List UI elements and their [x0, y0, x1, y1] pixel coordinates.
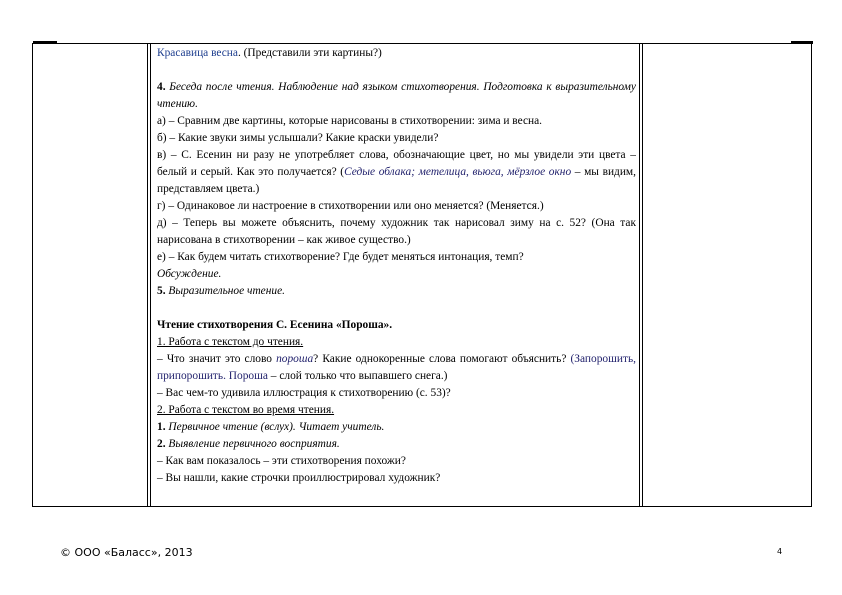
column-divider [147, 44, 148, 506]
question-lines: – Вы нашли, какие строчки проиллюстрировал художник? [157, 472, 441, 484]
top-tick-right [791, 41, 813, 44]
work-during-reading: 2. Работа с текстом во время чтения. [157, 404, 335, 416]
step-text: Выявление первичного восприятия. [168, 438, 340, 450]
text: ? Какие однокоренные слова помогают объяснить? [313, 353, 571, 365]
question-d: д) – Теперь вы можете объяснить, почему художник так нарисовал зиму на с. 52? (Она так нарисована в стихотворении – как живое существо.) [157, 217, 636, 246]
step-1 [157, 419, 636, 436]
step-number: 2. [157, 438, 166, 450]
step-2 [157, 436, 636, 453]
question-a: а) – Сравним две картины, которые нарисованы в стихотворении: зима и весна. [157, 115, 543, 127]
lesson-content-cell [157, 45, 636, 487]
discussion-note: Обсуждение. [157, 268, 222, 280]
text: – Что значит это слово [157, 353, 277, 365]
footer-copyright: © ООО «Баласс», 2013 [60, 546, 193, 559]
step-number: 1. [157, 421, 166, 433]
poem-heading: Чтение стихотворения С. Есенина «Пороша». [157, 319, 393, 331]
text-answer: Седые облака; метелица, вьюга, мёрзлое окно [344, 166, 572, 178]
section-5-title [157, 283, 636, 300]
text: . (Представили эти картины?) [237, 47, 382, 59]
text: в) – С. Есенин ни разу не употребляет слова, обозначающие цвет, но мы увидели эти цвета – белый и серый. Как это получается? ( [157, 149, 636, 178]
question-similar: – Как вам показалось – эти стихотворения похожи? [157, 455, 406, 467]
section-title: Выразительное чтение. [168, 285, 285, 297]
section-title: Беседа после чтения. Наблюдение над языком стихотворения. Подготовка к выразительному чтению. [157, 81, 636, 110]
column-divider [639, 44, 640, 506]
column-divider [150, 44, 151, 506]
work-before-reading: 1. Работа с текстом до чтения. [157, 336, 304, 348]
lesson-table [32, 43, 812, 507]
text: – мы видим, представляем цвета.) [157, 166, 636, 195]
step-text: Первичное чтение (вслух). Читает учитель. [168, 421, 385, 433]
question-c [157, 147, 636, 198]
text-blue: Красавица весна [157, 47, 238, 59]
question-porosha [157, 351, 636, 385]
text-answer: (Запорошить, припорошить. Пороша [157, 353, 636, 382]
question-illustration: – Вас чем-то удивила иллюстрация к стихотворению (с. 53)? [157, 387, 451, 399]
column-divider [642, 44, 643, 506]
text-word: пороша [276, 353, 314, 365]
question-e: е) – Как будем читать стихотворение? Где будет меняться интонация, темп? [157, 251, 524, 263]
section-number: 4. [157, 81, 166, 93]
question-g: г) – Одинаковое ли настроение в стихотворении или оно меняется? (Меняется.) [157, 200, 544, 212]
top-tick-left [33, 41, 57, 44]
text: – слой только что выпавшего снега.) [267, 370, 448, 382]
question-b: б) – Какие звуки зимы услышали? Какие краски увидели? [157, 132, 439, 144]
section-number: 5. [157, 285, 166, 297]
page-number: 4 [777, 547, 783, 556]
paragraph-spring [157, 45, 636, 62]
section-4-title [157, 79, 636, 113]
